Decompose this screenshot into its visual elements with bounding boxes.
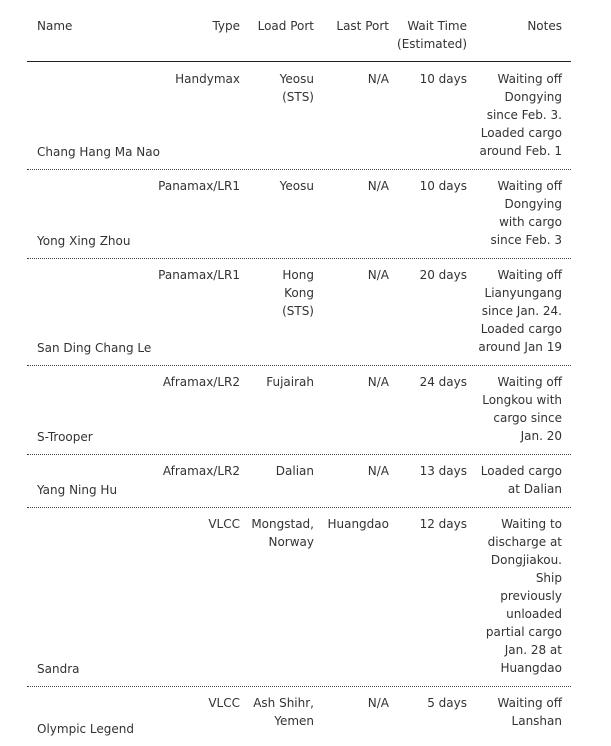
notes-line: Waiting off xyxy=(497,179,562,193)
vessel-name: Chang Hang Ma Nao xyxy=(37,145,160,159)
last-port: N/A xyxy=(367,464,389,478)
notes-line: Loaded cargo xyxy=(480,464,562,478)
load-port-line: (STS) xyxy=(282,90,314,104)
load-port-line: Norway xyxy=(268,535,314,549)
notes-line: cargo since xyxy=(493,411,562,425)
load-port xyxy=(280,177,314,195)
notes-line: around Feb. 1 xyxy=(479,144,562,158)
notes-line: with cargo xyxy=(499,215,562,229)
vessel-name: Yong Xing Zhou xyxy=(37,234,131,248)
notes-line: Huangdao xyxy=(500,661,562,675)
wait-time: 10 days xyxy=(419,72,467,86)
load-port xyxy=(280,70,314,106)
notes xyxy=(491,177,563,249)
notes-line: unloaded xyxy=(506,607,562,621)
vessel-type: Handymax xyxy=(175,72,240,86)
vessel-type: VLCC xyxy=(208,517,240,531)
notes-line: at Dalian xyxy=(507,482,562,496)
table-row xyxy=(27,454,571,507)
load-port-line: Yemen xyxy=(274,714,314,728)
vessel-type: VLCC xyxy=(208,696,240,710)
notes-line: Loaded cargo xyxy=(480,126,562,140)
vessel-type: Aframax/LR2 xyxy=(162,375,240,389)
notes-line: Waiting off xyxy=(497,696,562,710)
notes-line: Lianyungang xyxy=(484,286,562,300)
notes-line: Loaded cargo xyxy=(480,322,562,336)
table-row xyxy=(27,365,571,454)
notes-line: Dongjiakou. xyxy=(490,553,562,567)
vessel-name: Yang Ning Hu xyxy=(37,483,118,497)
header-type: Type xyxy=(212,19,240,33)
vessel-type: Panamax/LR1 xyxy=(158,268,240,282)
notes-line: Waiting off xyxy=(497,375,562,389)
vessel-type: Aframax/LR2 xyxy=(162,464,240,478)
header-wait-time xyxy=(397,17,467,53)
notes xyxy=(482,373,562,445)
table-row xyxy=(27,258,571,365)
load-port-line: Dalian xyxy=(275,464,314,478)
notes-line: since Jan. 24. xyxy=(481,304,562,318)
table-row xyxy=(27,169,571,258)
last-port: N/A xyxy=(367,179,389,193)
load-port xyxy=(266,373,314,391)
table-row xyxy=(27,686,571,746)
last-port: N/A xyxy=(367,375,389,389)
notes-line: Dongying xyxy=(504,90,562,104)
notes xyxy=(479,70,562,160)
last-port: N/A xyxy=(367,268,389,282)
header-notes: Notes xyxy=(527,19,562,33)
load-port-line: Kong xyxy=(284,286,314,300)
load-port-line: Yeosu xyxy=(279,72,314,86)
load-port-line: Yeosu xyxy=(279,179,314,193)
notes-line: Longkou with xyxy=(482,393,562,407)
vessel-name: San Ding Chang Le xyxy=(37,341,152,355)
notes-line: around Jan 19 xyxy=(478,340,562,354)
wait-time: 5 days xyxy=(427,696,467,710)
load-port xyxy=(276,462,314,480)
last-port: N/A xyxy=(367,72,389,86)
header-wait-time-line: (Estimated) xyxy=(397,37,467,51)
wait-time: 24 days xyxy=(419,375,467,389)
notes-line: Lanshan xyxy=(511,714,562,728)
notes xyxy=(498,694,562,730)
header-wait-time-line: Wait Time xyxy=(407,19,467,33)
load-port-line: (STS) xyxy=(282,304,314,318)
wait-time: 20 days xyxy=(419,268,467,282)
last-port: Huangdao xyxy=(327,517,389,531)
header-load-port: Load Port xyxy=(257,19,314,33)
vessel-name: Olympic Legend xyxy=(37,722,135,736)
wait-time: 10 days xyxy=(419,179,467,193)
table-row xyxy=(27,62,571,169)
vessel-name: S-Trooper xyxy=(37,430,93,444)
notes-line: discharge at xyxy=(487,535,562,549)
load-port xyxy=(253,694,314,730)
notes-line: since Feb. 3. xyxy=(486,108,562,122)
load-port xyxy=(282,266,314,320)
notes-line: Jan. 20 xyxy=(520,429,562,443)
notes-line: previously xyxy=(500,589,562,603)
notes xyxy=(481,462,562,498)
notes-line: partial cargo xyxy=(485,625,562,639)
notes-line: Waiting to xyxy=(501,517,562,531)
vessel-type: Panamax/LR1 xyxy=(158,179,240,193)
notes xyxy=(486,515,562,677)
notes-line: Waiting off xyxy=(497,268,562,282)
wait-time: 13 days xyxy=(419,464,467,478)
notes-line: Ship xyxy=(535,571,562,585)
notes-line: Dongying xyxy=(504,197,562,211)
last-port: N/A xyxy=(367,696,389,710)
table-row xyxy=(27,507,571,686)
notes-line: Waiting off xyxy=(497,72,562,86)
vessel-name: Sandra xyxy=(37,662,80,676)
load-port-line: Fujairah xyxy=(266,375,314,389)
notes-line: Jan. 28 at xyxy=(504,643,562,657)
header-last-port: Last Port xyxy=(336,19,389,33)
header-name: Name xyxy=(37,19,73,33)
load-port xyxy=(251,515,314,551)
load-port-line: Mongstad, xyxy=(251,517,314,531)
notes-line: since Feb. 3 xyxy=(490,233,562,247)
load-port-line: Hong xyxy=(282,268,314,282)
load-port-line: Ash Shihr, xyxy=(253,696,314,710)
wait-time: 12 days xyxy=(419,517,467,531)
notes xyxy=(478,266,562,356)
